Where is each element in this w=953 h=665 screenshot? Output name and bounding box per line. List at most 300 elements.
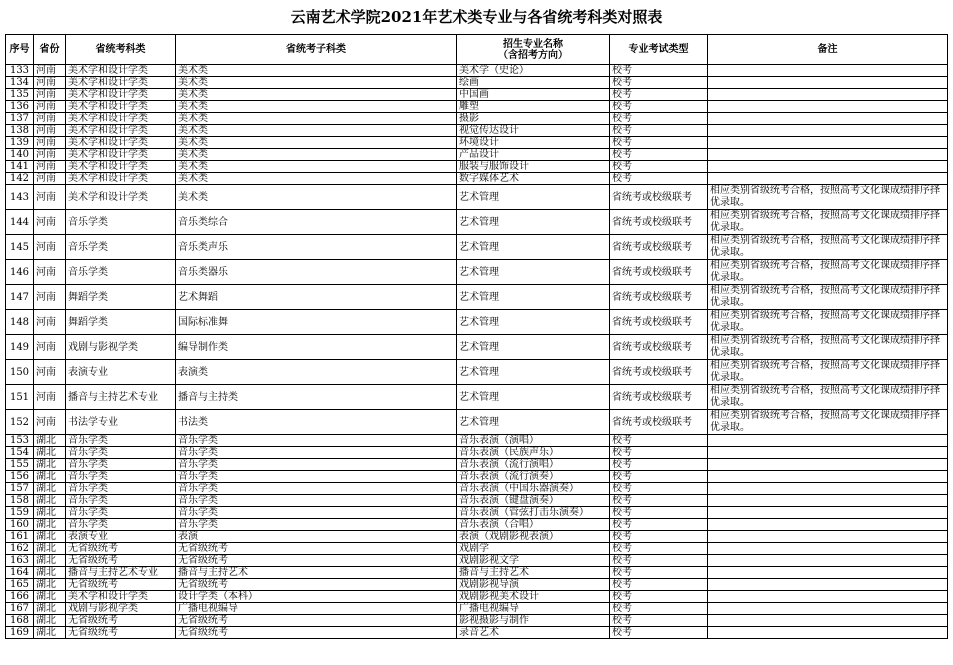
cell-exam-type: 校考 [610, 137, 708, 149]
table-row [6, 567, 948, 579]
table-row [6, 161, 948, 173]
table-row [6, 137, 948, 149]
cell-note: 相应类别省级统考合格，按照高考文化课成绩排序择优录取。 [708, 410, 948, 435]
cell-subject: 美术类 [176, 137, 457, 149]
cell-subject: 编导制作类 [176, 335, 457, 360]
cell-note [708, 531, 948, 543]
cell-major: 视觉传达设计 [457, 125, 610, 137]
cell-exam-type: 校考 [610, 531, 708, 543]
header-major-line1: 招生专业名称 [503, 38, 563, 50]
cell-major: 戏剧影视文学 [457, 555, 610, 567]
cell-note: 相应类别省级统考合格，按照高考文化课成绩排序择优录取。 [708, 260, 948, 285]
cell-note [708, 435, 948, 447]
cell-subject: 音乐学类 [176, 495, 457, 507]
cell-seq: 161 [6, 531, 34, 543]
cell-note [708, 149, 948, 161]
cell-note: 相应类别省级统考合格，按照高考文化课成绩排序择优录取。 [708, 285, 948, 310]
table-row [6, 235, 948, 260]
cell-subject: 无省级统考 [176, 543, 457, 555]
cell-major: 戏剧学 [457, 543, 610, 555]
cell-major: 艺术管理 [457, 360, 610, 385]
cell-subject: 美术类 [176, 125, 457, 137]
cell-category: 音乐学类 [66, 459, 176, 471]
cell-major: 艺术管理 [457, 410, 610, 435]
table-row [6, 483, 948, 495]
cell-category: 美术学和设计学类 [66, 101, 176, 113]
cell-province: 河南 [34, 77, 66, 89]
table-row [6, 627, 948, 639]
cell-note [708, 507, 948, 519]
table-row [6, 310, 948, 335]
cell-seq: 164 [6, 567, 34, 579]
cell-exam-type: 校考 [610, 603, 708, 615]
cell-subject: 表演 [176, 531, 457, 543]
cell-exam-type: 校考 [610, 483, 708, 495]
cell-subject: 美术类 [176, 173, 457, 185]
cell-subject: 音乐学类 [176, 507, 457, 519]
cell-major: 音乐表演（流行演奏） [457, 471, 610, 483]
cell-note [708, 471, 948, 483]
cell-note [708, 89, 948, 101]
table-row [6, 435, 948, 447]
cell-province: 湖北 [34, 531, 66, 543]
cell-subject: 无省级统考 [176, 555, 457, 567]
cell-category: 美术学和设计学类 [66, 185, 176, 210]
cell-exam-type: 校考 [610, 65, 708, 77]
cell-note [708, 173, 948, 185]
cell-note [708, 483, 948, 495]
cell-exam-type: 校考 [610, 149, 708, 161]
cell-exam-type: 校考 [610, 591, 708, 603]
cell-exam-type: 校考 [610, 435, 708, 447]
cell-major: 广播电视编导 [457, 603, 610, 615]
comparison-table [5, 34, 948, 639]
cell-note [708, 543, 948, 555]
cell-subject: 音乐学类 [176, 435, 457, 447]
cell-exam-type: 校考 [610, 507, 708, 519]
cell-major: 音乐表演（演唱） [457, 435, 610, 447]
cell-province: 河南 [34, 310, 66, 335]
cell-subject: 音乐类声乐 [176, 235, 457, 260]
table-row [6, 495, 948, 507]
cell-major: 摄影 [457, 113, 610, 125]
cell-category: 舞蹈学类 [66, 310, 176, 335]
cell-category: 音乐学类 [66, 260, 176, 285]
table-row [6, 579, 948, 591]
cell-province: 湖北 [34, 483, 66, 495]
cell-province: 河南 [34, 161, 66, 173]
cell-major: 艺术管理 [457, 335, 610, 360]
cell-category: 美术学和设计学类 [66, 113, 176, 125]
table-row [6, 149, 948, 161]
cell-seq: 169 [6, 627, 34, 639]
cell-subject: 播音与主持艺术 [176, 567, 457, 579]
table-row [6, 260, 948, 285]
cell-exam-type: 校考 [610, 495, 708, 507]
table-row [6, 591, 948, 603]
cell-province: 河南 [34, 89, 66, 101]
cell-exam-type: 省统考或校级联考 [610, 260, 708, 285]
cell-category: 无省级统考 [66, 579, 176, 591]
cell-subject: 美术类 [176, 101, 457, 113]
cell-exam-type: 校考 [610, 173, 708, 185]
cell-province: 河南 [34, 285, 66, 310]
cell-province: 湖北 [34, 567, 66, 579]
cell-seq: 160 [6, 519, 34, 531]
cell-category: 播音与主持艺术专业 [66, 385, 176, 410]
table-row [6, 185, 948, 210]
cell-major: 服装与服饰设计 [457, 161, 610, 173]
cell-note [708, 495, 948, 507]
cell-province: 河南 [34, 125, 66, 137]
cell-category: 音乐学类 [66, 235, 176, 260]
cell-category: 音乐学类 [66, 495, 176, 507]
cell-province: 河南 [34, 185, 66, 210]
cell-seq: 159 [6, 507, 34, 519]
cell-major: 音乐表演（管弦打击乐演奏） [457, 507, 610, 519]
table-row [6, 555, 948, 567]
cell-seq: 154 [6, 447, 34, 459]
cell-province: 河南 [34, 360, 66, 385]
cell-note [708, 65, 948, 77]
cell-major: 艺术管理 [457, 235, 610, 260]
cell-province: 河南 [34, 65, 66, 77]
cell-seq: 135 [6, 89, 34, 101]
table-row [6, 335, 948, 360]
header-subject: 省统考子科类 [176, 35, 457, 65]
cell-major: 艺术管理 [457, 260, 610, 285]
cell-major: 绘画 [457, 77, 610, 89]
cell-major: 影视摄影与制作 [457, 615, 610, 627]
cell-seq: 168 [6, 615, 34, 627]
cell-province: 湖北 [34, 615, 66, 627]
cell-province: 湖北 [34, 603, 66, 615]
table-row [6, 173, 948, 185]
cell-province: 河南 [34, 385, 66, 410]
cell-category: 舞蹈学类 [66, 285, 176, 310]
cell-exam-type: 省统考或校级联考 [610, 210, 708, 235]
table-row [6, 519, 948, 531]
cell-subject: 音乐学类 [176, 483, 457, 495]
cell-exam-type: 省统考或校级联考 [610, 385, 708, 410]
cell-seq: 136 [6, 101, 34, 113]
cell-major: 音乐表演（合唱） [457, 519, 610, 531]
cell-seq: 157 [6, 483, 34, 495]
cell-province: 河南 [34, 410, 66, 435]
cell-major: 音乐表演（中国乐器演奏） [457, 483, 610, 495]
cell-exam-type: 省统考或校级联考 [610, 235, 708, 260]
cell-category: 戏剧与影视学类 [66, 335, 176, 360]
cell-exam-type: 省统考或校级联考 [610, 410, 708, 435]
cell-subject: 音乐类器乐 [176, 260, 457, 285]
cell-category: 无省级统考 [66, 627, 176, 639]
cell-exam-type: 校考 [610, 615, 708, 627]
cell-province: 湖北 [34, 543, 66, 555]
cell-major: 雕塑 [457, 101, 610, 113]
cell-subject: 国际标准舞 [176, 310, 457, 335]
cell-category: 表演专业 [66, 360, 176, 385]
cell-exam-type: 校考 [610, 471, 708, 483]
cell-note [708, 615, 948, 627]
table-row [6, 471, 948, 483]
cell-exam-type: 省统考或校级联考 [610, 335, 708, 360]
cell-category: 美术学和设计学类 [66, 149, 176, 161]
cell-subject: 音乐学类 [176, 519, 457, 531]
cell-province: 湖北 [34, 579, 66, 591]
header-exam-type: 专业考试类型 [610, 35, 708, 65]
cell-subject: 无省级统考 [176, 627, 457, 639]
cell-seq: 155 [6, 459, 34, 471]
cell-province: 河南 [34, 101, 66, 113]
table-row [6, 113, 948, 125]
cell-category: 音乐学类 [66, 210, 176, 235]
cell-seq: 147 [6, 285, 34, 310]
cell-exam-type: 省统考或校级联考 [610, 360, 708, 385]
cell-exam-type: 省统考或校级联考 [610, 285, 708, 310]
cell-note [708, 627, 948, 639]
cell-seq: 156 [6, 471, 34, 483]
cell-province: 河南 [34, 173, 66, 185]
cell-seq: 145 [6, 235, 34, 260]
table-row [6, 360, 948, 385]
cell-seq: 153 [6, 435, 34, 447]
cell-note: 相应类别省级统考合格，按照高考文化课成绩排序择优录取。 [708, 235, 948, 260]
header-major [457, 35, 610, 65]
cell-major: 环境设计 [457, 137, 610, 149]
cell-major: 播音与主持艺术 [457, 567, 610, 579]
cell-province: 河南 [34, 137, 66, 149]
cell-province: 湖北 [34, 471, 66, 483]
document-title: 云南艺术学院2021年艺术类专业与各省统考科类对照表 [290, 8, 663, 26]
table-row [6, 543, 948, 555]
header-notes: 备注 [708, 35, 948, 65]
table-row [6, 603, 948, 615]
cell-seq: 146 [6, 260, 34, 285]
cell-subject: 无省级统考 [176, 615, 457, 627]
cell-seq: 137 [6, 113, 34, 125]
cell-note [708, 113, 948, 125]
cell-seq: 150 [6, 360, 34, 385]
cell-subject: 音乐学类 [176, 447, 457, 459]
cell-category: 戏剧与影视学类 [66, 603, 176, 615]
cell-category: 美术学和设计学类 [66, 125, 176, 137]
cell-exam-type: 校考 [610, 519, 708, 531]
cell-category: 美术学和设计学类 [66, 173, 176, 185]
cell-seq: 133 [6, 65, 34, 77]
cell-major: 产品设计 [457, 149, 610, 161]
cell-subject: 音乐学类 [176, 471, 457, 483]
cell-seq: 143 [6, 185, 34, 210]
cell-exam-type: 校考 [610, 89, 708, 101]
cell-note [708, 579, 948, 591]
cell-province: 湖北 [34, 459, 66, 471]
cell-seq: 141 [6, 161, 34, 173]
cell-subject: 表演类 [176, 360, 457, 385]
cell-province: 河南 [34, 260, 66, 285]
cell-category: 美术学和设计学类 [66, 77, 176, 89]
table-row [6, 385, 948, 410]
cell-seq: 166 [6, 591, 34, 603]
cell-major: 艺术管理 [457, 385, 610, 410]
cell-subject: 美术类 [176, 161, 457, 173]
cell-province: 河南 [34, 210, 66, 235]
cell-subject: 音乐学类 [176, 459, 457, 471]
cell-seq: 162 [6, 543, 34, 555]
header-major-line2: （含招考方向） [498, 49, 568, 61]
cell-exam-type: 省统考或校级联考 [610, 310, 708, 335]
cell-note [708, 137, 948, 149]
table-row [6, 410, 948, 435]
cell-seq: 149 [6, 335, 34, 360]
cell-major: 录音艺术 [457, 627, 610, 639]
cell-exam-type: 校考 [610, 447, 708, 459]
cell-category: 美术学和设计学类 [66, 591, 176, 603]
cell-category: 书法学专业 [66, 410, 176, 435]
cell-note [708, 459, 948, 471]
cell-subject: 音乐类综合 [176, 210, 457, 235]
cell-subject: 播音与主持类 [176, 385, 457, 410]
cell-note: 相应类别省级统考合格，按照高考文化课成绩排序择优录取。 [708, 310, 948, 335]
cell-category: 无省级统考 [66, 555, 176, 567]
cell-province: 湖北 [34, 555, 66, 567]
cell-category: 美术学和设计学类 [66, 65, 176, 77]
cell-category: 表演专业 [66, 531, 176, 543]
cell-major: 中国画 [457, 89, 610, 101]
cell-note [708, 125, 948, 137]
cell-note [708, 519, 948, 531]
cell-subject: 书法类 [176, 410, 457, 435]
table-row [6, 459, 948, 471]
cell-major: 表演（戏剧影视表演） [457, 531, 610, 543]
table-row [6, 531, 948, 543]
cell-exam-type: 校考 [610, 579, 708, 591]
cell-exam-type: 省统考或校级联考 [610, 185, 708, 210]
table-body [6, 65, 948, 639]
cell-category: 无省级统考 [66, 615, 176, 627]
cell-exam-type: 校考 [610, 161, 708, 173]
table-row [6, 507, 948, 519]
cell-category: 美术学和设计学类 [66, 89, 176, 101]
cell-exam-type: 校考 [610, 555, 708, 567]
cell-exam-type: 校考 [610, 543, 708, 555]
table-row [6, 615, 948, 627]
cell-subject: 美术类 [176, 77, 457, 89]
cell-category: 音乐学类 [66, 447, 176, 459]
cell-category: 美术学和设计学类 [66, 161, 176, 173]
table-row [6, 101, 948, 113]
cell-exam-type: 校考 [610, 113, 708, 125]
table-row [6, 89, 948, 101]
table-row [6, 77, 948, 89]
cell-province: 河南 [34, 113, 66, 125]
cell-seq: 142 [6, 173, 34, 185]
table-row [6, 285, 948, 310]
cell-subject: 艺术舞蹈 [176, 285, 457, 310]
cell-subject: 设计学类（本科） [176, 591, 457, 603]
cell-major: 美术学（史论） [457, 65, 610, 77]
cell-note [708, 567, 948, 579]
cell-seq: 140 [6, 149, 34, 161]
cell-note: 相应类别省级统考合格，按照高考文化课成绩排序择优录取。 [708, 210, 948, 235]
table-row [6, 125, 948, 137]
cell-category: 播音与主持艺术专业 [66, 567, 176, 579]
cell-province: 湖北 [34, 507, 66, 519]
cell-seq: 134 [6, 77, 34, 89]
cell-major: 音乐表演（民族声乐） [457, 447, 610, 459]
cell-exam-type: 校考 [610, 459, 708, 471]
cell-seq: 144 [6, 210, 34, 235]
cell-subject: 美术类 [176, 89, 457, 101]
cell-note [708, 603, 948, 615]
cell-major: 戏剧影视美术设计 [457, 591, 610, 603]
cell-seq: 138 [6, 125, 34, 137]
cell-subject: 无省级统考 [176, 579, 457, 591]
table-row [6, 210, 948, 235]
cell-exam-type: 校考 [610, 627, 708, 639]
cell-seq: 152 [6, 410, 34, 435]
cell-province: 湖北 [34, 447, 66, 459]
cell-seq: 167 [6, 603, 34, 615]
cell-note: 相应类别省级统考合格，按照高考文化课成绩排序择优录取。 [708, 185, 948, 210]
cell-exam-type: 校考 [610, 77, 708, 89]
cell-subject: 美术类 [176, 149, 457, 161]
cell-category: 美术学和设计学类 [66, 137, 176, 149]
cell-seq: 139 [6, 137, 34, 149]
cell-note [708, 101, 948, 113]
cell-seq: 148 [6, 310, 34, 335]
cell-province: 湖北 [34, 495, 66, 507]
cell-major: 艺术管理 [457, 285, 610, 310]
cell-province: 湖北 [34, 435, 66, 447]
cell-major: 音乐表演（键盘演奏） [457, 495, 610, 507]
cell-category: 音乐学类 [66, 507, 176, 519]
cell-subject: 美术类 [176, 185, 457, 210]
cell-major: 音乐表演（流行演唱） [457, 459, 610, 471]
cell-category: 音乐学类 [66, 435, 176, 447]
cell-province: 河南 [34, 235, 66, 260]
header-row [6, 35, 948, 65]
cell-province: 河南 [34, 149, 66, 161]
cell-major: 艺术管理 [457, 210, 610, 235]
cell-province: 河南 [34, 335, 66, 360]
cell-subject: 美术类 [176, 113, 457, 125]
header-province: 省份 [34, 35, 66, 65]
cell-major: 艺术管理 [457, 310, 610, 335]
table-row [6, 65, 948, 77]
cell-category: 音乐学类 [66, 483, 176, 495]
cell-note [708, 77, 948, 89]
cell-note: 相应类别省级统考合格，按照高考文化课成绩排序择优录取。 [708, 360, 948, 385]
cell-seq: 165 [6, 579, 34, 591]
cell-exam-type: 校考 [610, 567, 708, 579]
cell-note: 相应类别省级统考合格，按照高考文化课成绩排序择优录取。 [708, 335, 948, 360]
cell-subject: 广播电视编导 [176, 603, 457, 615]
cell-subject: 美术类 [176, 65, 457, 77]
header-seq: 序号 [6, 35, 34, 65]
cell-note [708, 591, 948, 603]
cell-major: 数字媒体艺术 [457, 173, 610, 185]
cell-major: 艺术管理 [457, 185, 610, 210]
cell-note [708, 447, 948, 459]
cell-category: 无省级统考 [66, 543, 176, 555]
cell-major: 戏剧影视导演 [457, 579, 610, 591]
table-row [6, 447, 948, 459]
cell-exam-type: 校考 [610, 125, 708, 137]
cell-province: 湖北 [34, 627, 66, 639]
header-category: 省统考科类 [66, 35, 176, 65]
cell-seq: 151 [6, 385, 34, 410]
cell-seq: 158 [6, 495, 34, 507]
